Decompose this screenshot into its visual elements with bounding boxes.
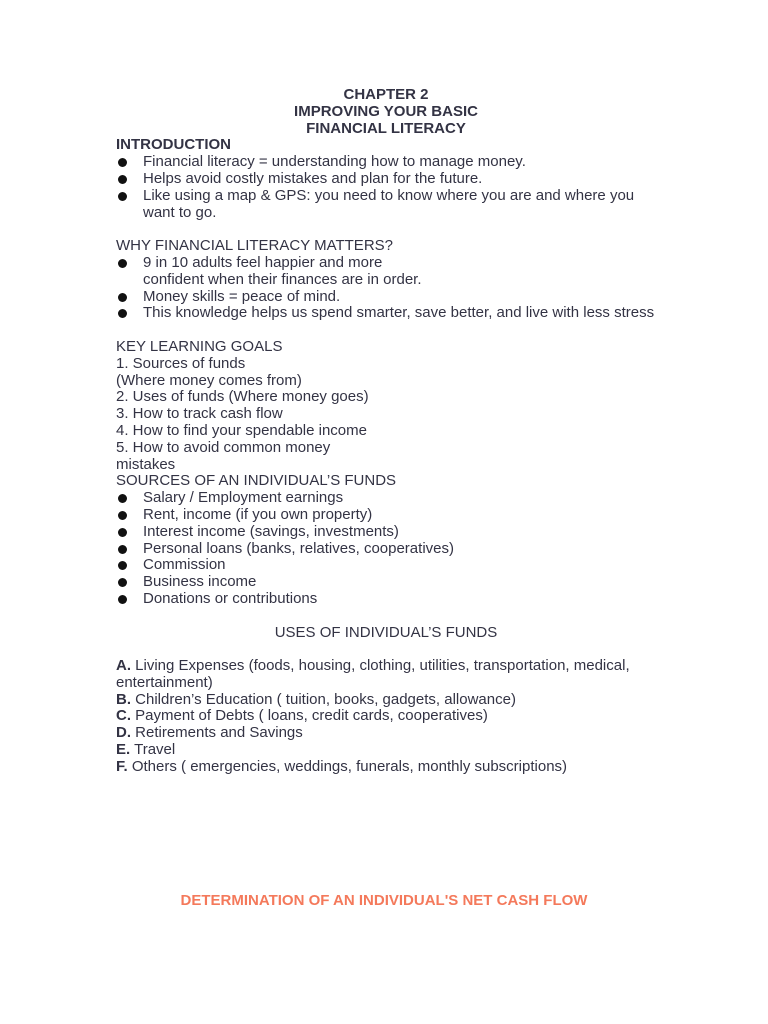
uses-item-letter: D. (116, 724, 131, 742)
uses-item-letter: A. (116, 657, 131, 675)
list-item: Donations or contributions (116, 591, 656, 608)
list-item: Commission (116, 557, 656, 574)
list-item: Financial literacy = understanding how to manage money. (116, 154, 656, 171)
introduction-heading: INTRODUCTION (116, 136, 231, 154)
list-item: Business income (116, 574, 656, 591)
uses-item (116, 692, 656, 709)
chapter-title-line-2: FINANCIAL LITERACY (306, 119, 466, 137)
list-item-line: 9 in 10 adults feel happier and more (143, 253, 383, 271)
list-item: This knowledge helps us spend smarter, save better, and live with less stress (116, 305, 656, 322)
uses-heading: USES OF INDIVIDUAL’S FUNDS (274, 623, 498, 641)
uses-item-text: Payment of Debts ( loans, credit cards, cooperatives) (135, 707, 488, 725)
uses-item (116, 742, 656, 759)
list-item-line: confident when their finances are in order. (143, 270, 422, 288)
sources-heading: SOURCES OF AN INDIVIDUAL’S FUNDS (116, 472, 397, 490)
uses-item-text: Travel (134, 741, 176, 759)
uses-item (116, 658, 656, 692)
uses-item-letter: B. (116, 690, 131, 708)
introduction-list (116, 154, 656, 221)
goal-line: 3. How to track cash flow (116, 405, 283, 423)
uses-item (116, 725, 656, 742)
list-item: Personal loans (banks, relatives, cooperatives) (116, 541, 656, 558)
uses-item-letter: E. (116, 741, 131, 759)
goal-line: 4. How to find your spendable income (116, 421, 367, 439)
goal-line: 2. Uses of funds (Where money goes) (116, 388, 369, 406)
chapter-number: CHAPTER 2 (343, 86, 429, 103)
goal-line: 5. How to avoid common money (116, 438, 331, 456)
list-item: Salary / Employment earnings (116, 490, 656, 507)
list-item: Money skills = peace of mind. (116, 289, 656, 306)
sources-list (116, 490, 656, 608)
list-item (116, 255, 656, 289)
uses-item-text: Others ( emergencies, weddings, funerals, monthly subscriptions) (131, 757, 568, 775)
uses-item-text: Children’s Education ( tuition, books, gadgets, allowance) (135, 690, 516, 708)
chapter-title-line-1: IMPROVING YOUR BASIC (294, 102, 478, 120)
uses-item (116, 708, 656, 725)
uses-item (116, 759, 656, 776)
document-body (116, 87, 656, 776)
net-cash-flow-heading: DETERMINATION OF AN INDIVIDUAL'S NET CASH FLOW (180, 892, 588, 909)
uses-item-letter: F. (116, 757, 128, 775)
spacer (116, 641, 656, 658)
list-item: Like using a map & GPS: you need to know where you are and where you want to go. (116, 188, 656, 222)
goal-line: 1. Sources of funds (116, 354, 246, 372)
why-list (116, 255, 656, 322)
list-item: Rent, income (if you own property) (116, 507, 656, 524)
spacer (116, 322, 656, 339)
spacer (116, 221, 656, 238)
spacer (116, 608, 656, 625)
uses-item-letter: C. (116, 707, 131, 725)
uses-item-text: Retirements and Savings (135, 724, 303, 742)
why-heading: WHY FINANCIAL LITERACY MATTERS? (116, 237, 393, 255)
goal-line: (Where money comes from) (116, 371, 302, 389)
list-item: Interest income (savings, investments) (116, 524, 656, 541)
list-item: Helps avoid costly mistakes and plan for the future. (116, 171, 656, 188)
goals-heading: KEY LEARNING GOALS (116, 337, 283, 355)
uses-item-text: Living Expenses (foods, housing, clothing, utilities, transportation, medical, entertainment) (116, 657, 630, 691)
goal-line: mistakes (116, 455, 176, 473)
